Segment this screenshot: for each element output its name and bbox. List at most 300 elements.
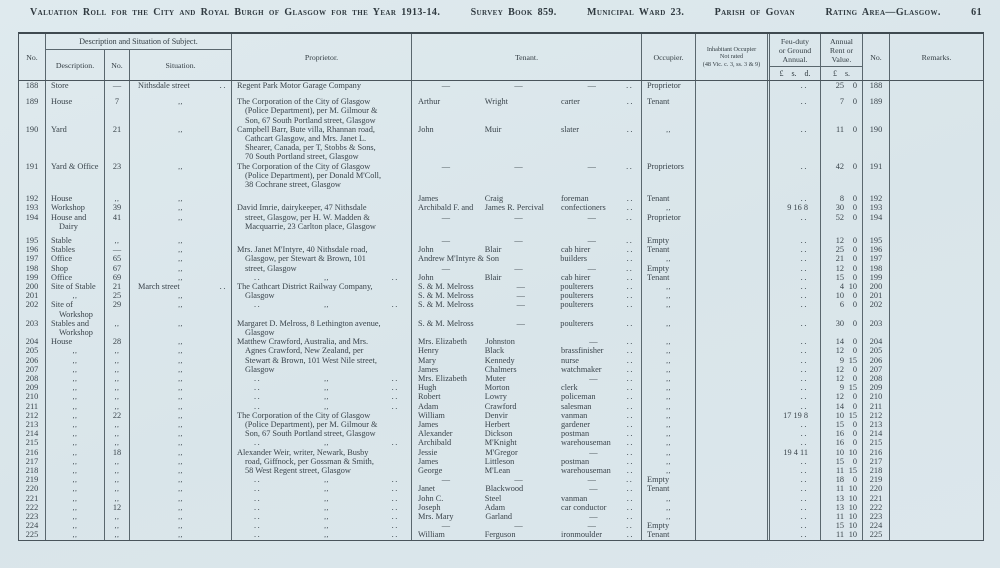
- table-row: [19, 273, 983, 282]
- tenant-dots: ..: [626, 493, 635, 503]
- cell-tenant: [412, 319, 642, 337]
- cell-tenant-occupation: —: [589, 484, 598, 494]
- cell-description: Site of Stable: [46, 282, 105, 291]
- rating-area-label: Rating Area—Glasgow.: [825, 7, 941, 18]
- cell-tenant-forename: Mrs. Elizabeth: [418, 337, 467, 347]
- cell-feu-duty: ..: [767, 392, 821, 401]
- cell-proprietor: Margaret D. Melross, 8 Lethington avenue, Glasgow: [232, 319, 412, 337]
- cell-occupier: ,,: [642, 466, 696, 475]
- cell-occupier: ,,: [642, 402, 696, 411]
- cell-proprietor: .. ,, ..: [232, 512, 412, 521]
- table-row: [19, 264, 983, 273]
- cell-subject-no: 39: [105, 203, 130, 212]
- cell-situation: Nithsdale street ..: [130, 81, 232, 97]
- cell-tenant-surname: M'Gregor: [485, 447, 518, 457]
- cell-feu-duty: ..: [767, 530, 821, 539]
- cell-situation: ,,: [130, 484, 232, 493]
- cell-tenant-forename: Alexander: [418, 429, 453, 439]
- tenant-dots: ..: [626, 420, 635, 430]
- table-row: [19, 319, 983, 337]
- cell-inhabitant-occupier: [696, 346, 767, 355]
- tenant-dots: ..: [626, 392, 635, 402]
- cell-annual-rent: [821, 346, 863, 355]
- cell-tenant-occupation: warehouseman: [561, 466, 611, 476]
- tenant-dots: ..: [626, 355, 635, 365]
- cell-annual-rent: [821, 97, 863, 125]
- tenant-dots: ..: [626, 447, 634, 457]
- cell-entry-no: 192: [19, 194, 46, 203]
- cell-annual-rent: [821, 420, 863, 429]
- cell-annual-rent: [821, 402, 863, 411]
- cell-occupier: ,,: [642, 365, 696, 374]
- rent-shillings: 0: [852, 420, 857, 430]
- cell-situation: ,,: [130, 411, 232, 420]
- cell-annual-rent: [821, 125, 863, 162]
- cell-feu-duty: ..: [767, 356, 821, 365]
- cell-tenant: [412, 97, 642, 125]
- cell-proprietor: [232, 365, 412, 374]
- cell-entry-no-right: 198: [863, 264, 890, 273]
- cell-remarks: [890, 484, 983, 493]
- cell-entry-no-right: 208: [863, 374, 890, 383]
- cell-situation: ,,: [130, 365, 232, 374]
- rent-pounds: 13: [835, 493, 844, 503]
- tenant-dots: ..: [626, 410, 635, 420]
- cell-feu-duty: ..: [767, 466, 821, 475]
- cell-situation: ,,: [130, 254, 232, 263]
- cell-remarks: [890, 411, 983, 420]
- page-number: 61: [971, 7, 982, 18]
- cell-tenant-surname: Lowry: [484, 392, 507, 402]
- tenant-dots: ..: [626, 281, 634, 291]
- rent-shillings: 0: [852, 401, 857, 411]
- tenant-dots: ..: [626, 346, 635, 356]
- cell-subject-no: ,,: [105, 194, 130, 203]
- tenant-dots: ..: [626, 254, 634, 264]
- cell-subject-no: 22: [105, 411, 130, 420]
- cell-inhabitant-occupier: [696, 484, 767, 493]
- cell-feu-duty: ..: [767, 494, 821, 503]
- cell-proprietor: Mrs. Janet M'Intyre, 40 Nithsdale road, Glasgow, per Stewart & Brown, 101 street, Glasgow: [232, 245, 412, 254]
- cell-entry-no-right: 189: [863, 97, 890, 125]
- rent-shillings: 0: [852, 300, 857, 310]
- cell-annual-rent: [821, 383, 863, 392]
- cell-tenant-surname: Blair: [484, 245, 502, 255]
- rent-shillings: 0: [852, 203, 857, 213]
- cell-tenant: [412, 429, 642, 438]
- cell-situation: ,,: [130, 337, 232, 346]
- cell-situation: ,,: [130, 383, 232, 392]
- cell-description: ,,: [46, 457, 105, 466]
- cell-subject-no: 67: [105, 264, 130, 273]
- rent-pounds: 10: [835, 447, 844, 457]
- cell-subject-no: ,,: [105, 429, 130, 438]
- cell-tenant-occupation: cab hirer: [561, 245, 591, 255]
- cell-subject-no: 69: [105, 273, 130, 282]
- cell-tenant-occupation: nurse: [561, 355, 579, 365]
- rent-pounds: 30: [835, 203, 844, 213]
- cell-tenant: [412, 81, 642, 97]
- cell-tenant: [412, 457, 642, 466]
- cell-inhabitant-occupier: [696, 264, 767, 273]
- cell-entry-no: 199: [19, 273, 46, 282]
- cell-entry-no: 201: [19, 291, 46, 300]
- cell-entry-no-right: 225: [863, 530, 890, 539]
- cell-entry-no: 221: [19, 494, 46, 503]
- cell-entry-no: 205: [19, 346, 46, 355]
- cell-tenant-forename: John: [418, 272, 434, 282]
- cell-entry-no-right: 214: [863, 429, 890, 438]
- cell-feu-duty: ..: [767, 194, 821, 203]
- cell-situation: ,,: [130, 213, 232, 236]
- cell-situation: ,,: [130, 466, 232, 475]
- cell-entry-no: 196: [19, 245, 46, 254]
- cell-entry-no: 222: [19, 503, 46, 512]
- cell-proprietor: Regent Park Motor Garage Company: [232, 81, 412, 97]
- cell-entry-no-right: 193: [863, 203, 890, 212]
- rent-units-label: £ s.: [821, 66, 862, 80]
- cell-inhabitant-occupier: [696, 81, 767, 97]
- cell-subject-no: ,,: [105, 530, 130, 539]
- cell-subject-no: ,,: [105, 484, 130, 493]
- header-entry-no: No.: [19, 34, 46, 80]
- cell-inhabitant-occupier: [696, 356, 767, 365]
- cell-occupier: ,,: [642, 254, 696, 263]
- cell-annual-rent: [821, 356, 863, 365]
- cell-tenant-occupation: vanman: [561, 493, 588, 503]
- cell-tenant-surname: James R. Percival: [484, 203, 544, 213]
- cell-annual-rent: [821, 411, 863, 420]
- cell-inhabitant-occupier: [696, 420, 767, 429]
- cell-description: Stables and Workshop: [46, 319, 105, 337]
- cell-tenant-surname: Black: [484, 346, 505, 356]
- rent-pounds: 18: [835, 475, 844, 485]
- cell-feu-duty: ..: [767, 213, 821, 236]
- rent-pounds: 8: [839, 194, 844, 204]
- cell-entry-no-right: 195: [863, 236, 890, 245]
- cell-annual-rent: [821, 530, 863, 539]
- cell-proprietor: [232, 429, 412, 438]
- cell-tenant-forename: —: [441, 475, 450, 485]
- cell-subject-no: ,,: [105, 466, 130, 475]
- rent-shillings: 0: [852, 318, 857, 328]
- table-row: [19, 213, 983, 236]
- rent-pounds: 15: [835, 420, 844, 430]
- header-occupier: Occupier.: [642, 34, 696, 80]
- cell-subject-no: —: [105, 245, 130, 254]
- cell-tenant-surname: Denvir: [484, 410, 508, 420]
- cell-subject-no: 7: [105, 97, 130, 125]
- cell-tenant: [412, 374, 642, 383]
- cell-annual-rent: [821, 282, 863, 291]
- cell-subject-no: 41: [105, 213, 130, 236]
- valuation-roll-table: [18, 32, 984, 541]
- cell-entry-no: 204: [19, 337, 46, 346]
- cell-feu-duty: ..: [767, 521, 821, 530]
- cell-entry-no-right: 197: [863, 254, 890, 263]
- cell-tenant-occupation: —: [587, 475, 596, 485]
- cell-proprietor: Alexander Weir, writer, Newark, Busby road, Giffnock, per Gossman & Smith, 58 West Regent street, Glasgow: [232, 448, 412, 457]
- cell-inhabitant-occupier: [696, 392, 767, 401]
- cell-occupier: ,,: [642, 512, 696, 521]
- rent-pounds: 15: [835, 456, 844, 466]
- cell-tenant-forename: Arthur: [418, 97, 441, 107]
- cell-tenant-forename: James: [418, 364, 439, 374]
- cell-remarks: [890, 236, 983, 245]
- cell-inhabitant-occupier: [696, 300, 767, 318]
- cell-description: ,,: [46, 530, 105, 539]
- cell-tenant-occupation: foreman: [561, 194, 589, 204]
- cell-occupier: ,,: [642, 319, 696, 337]
- cell-proprietor: [232, 457, 412, 466]
- cell-remarks: [890, 374, 983, 383]
- cell-entry-no: 215: [19, 438, 46, 447]
- cell-description: House and Dairy: [46, 213, 105, 236]
- rent-shillings: 10: [848, 530, 857, 540]
- cell-occupier: ,,: [642, 420, 696, 429]
- rent-shillings: 10: [848, 493, 857, 503]
- cell-proprietor: .. ,, ..: [232, 273, 412, 282]
- cell-tenant-occupation: postman: [561, 456, 590, 466]
- cell-entry-no: 216: [19, 448, 46, 457]
- cell-proprietor: .. ,, ..: [232, 438, 412, 447]
- cell-remarks: [890, 291, 983, 300]
- rent-shillings: 0: [852, 263, 857, 273]
- cell-inhabitant-occupier: [696, 282, 767, 291]
- cell-annual-rent: [821, 319, 863, 337]
- cell-occupier: Tenant: [642, 245, 696, 254]
- rent-shillings: 0: [852, 245, 857, 255]
- cell-description: House: [46, 97, 105, 125]
- table-row: [19, 438, 983, 447]
- cell-occupier: Proprietors: [642, 162, 696, 195]
- cell-entry-no-right: 190: [863, 125, 890, 162]
- cell-description: ,,: [46, 475, 105, 484]
- rent-pounds: 12: [835, 374, 844, 384]
- cell-entry-no-right: 215: [863, 438, 890, 447]
- cell-entry-no-right: 222: [863, 503, 890, 512]
- cell-tenant-surname: —: [514, 475, 523, 485]
- cell-tenant-surname: —: [516, 318, 525, 328]
- rent-shillings: 10: [848, 447, 857, 457]
- cell-tenant-occupation: brassfinisher: [561, 346, 604, 356]
- rent-pounds: 11: [836, 124, 844, 134]
- cell-subject-no: ,,: [105, 457, 130, 466]
- cell-entry-no-right: 223: [863, 512, 890, 521]
- table-row: [19, 512, 983, 521]
- cell-occupier: ,,: [642, 282, 696, 291]
- cell-feu-duty: ..: [767, 81, 821, 97]
- cell-subject-no: ,,: [105, 475, 130, 484]
- cell-entry-no-right: 188: [863, 81, 890, 97]
- cell-subject-no: ,,: [105, 402, 130, 411]
- cell-entry-no: 193: [19, 203, 46, 212]
- cell-entry-no-right: 221: [863, 494, 890, 503]
- cell-situation: ,,: [130, 194, 232, 203]
- cell-tenant-forename: James: [418, 420, 439, 430]
- cell-remarks: [890, 346, 983, 355]
- cell-tenant-surname: Muter: [485, 374, 506, 384]
- cell-description: Shop: [46, 264, 105, 273]
- cell-situation: March street ..: [130, 282, 232, 291]
- cell-entry-no-right: 212: [863, 411, 890, 420]
- cell-description: ,,: [46, 411, 105, 420]
- cell-situation: ,,: [130, 512, 232, 521]
- cell-annual-rent: [821, 512, 863, 521]
- cell-proprietor: David Imrie, dairykeeper, 47 Nithsdale street, Glasgow, per H. W. Madden & Macquarrie, 23 Carlton place, Glasgow: [232, 203, 412, 212]
- cell-remarks: [890, 466, 983, 475]
- cell-entry-no: 188: [19, 81, 46, 97]
- cell-entry-no: 210: [19, 392, 46, 401]
- cell-proprietor: The Corporation of the City of Glasgow (Police Department), per M. Gilmour & Son, 67 South Portland street, Glasgow: [232, 411, 412, 420]
- cell-remarks: [890, 512, 983, 521]
- header-annual-rent: Annual Rent or Value. £ s.: [821, 34, 863, 80]
- table-header: [19, 34, 983, 81]
- cell-description: House: [46, 194, 105, 203]
- rent-pounds: 12: [835, 235, 844, 245]
- cell-proprietor: .. ,, ..: [232, 374, 412, 383]
- cell-remarks: [890, 402, 983, 411]
- cell-entry-no-right: 203: [863, 319, 890, 337]
- tenant-dots: ..: [626, 245, 635, 255]
- cell-entry-no-right: 204: [863, 337, 890, 346]
- cell-occupier: ,,: [642, 356, 696, 365]
- cell-proprietor: The Corporation of the City of Glasgow (Police Department), per M. Gilmour & Son, 67 South Portland street, Glasgow: [232, 97, 412, 125]
- cell-tenant-forename: S. & M. Melross: [418, 291, 474, 301]
- header-tenant: Tenant.: [412, 34, 642, 80]
- cell-tenant-surname: —: [516, 291, 525, 301]
- cell-tenant-surname: —: [514, 81, 523, 90]
- rent-pounds: 11: [836, 484, 844, 494]
- cell-annual-rent: [821, 503, 863, 512]
- cell-description: Workshop: [46, 203, 105, 212]
- cell-description: ,,: [46, 392, 105, 401]
- cell-situation: ,,: [130, 374, 232, 383]
- cell-entry-no: 223: [19, 512, 46, 521]
- rent-shillings: 15: [848, 410, 857, 420]
- cell-tenant-forename: S. & M. Melross: [418, 300, 474, 310]
- cell-tenant: [412, 438, 642, 447]
- cell-inhabitant-occupier: [696, 512, 767, 521]
- cell-tenant-occupation: —: [589, 337, 598, 347]
- header-situation: Situation.: [165, 60, 196, 70]
- cell-description: Stables: [46, 245, 105, 254]
- cell-description: Yard & Office: [46, 162, 105, 195]
- cell-remarks: [890, 81, 983, 97]
- cell-tenant: [412, 194, 642, 203]
- cell-annual-rent: [821, 494, 863, 503]
- tenant-dots: ..: [626, 475, 634, 485]
- rent-shillings: 0: [852, 346, 857, 356]
- cell-remarks: [890, 494, 983, 503]
- cell-remarks: [890, 125, 983, 162]
- cell-remarks: [890, 194, 983, 203]
- cell-annual-rent: [821, 475, 863, 484]
- cell-tenant-occupation: gardener: [561, 420, 591, 430]
- cell-occupier: ,,: [642, 125, 696, 162]
- cell-inhabitant-occupier: [696, 194, 767, 203]
- cell-occupier: Tenant: [642, 194, 696, 203]
- cell-entry-no: 207: [19, 365, 46, 374]
- table-row: [19, 356, 983, 365]
- cell-tenant: [412, 530, 642, 539]
- cell-tenant-surname: Kennedy: [484, 355, 515, 365]
- table-row: [19, 503, 983, 512]
- cell-tenant-surname: Ferguson: [484, 530, 516, 540]
- cell-tenant-occupation: —: [587, 161, 596, 171]
- cell-inhabitant-occupier: [696, 273, 767, 282]
- cell-remarks: [890, 162, 983, 195]
- tenant-dots: ..: [626, 383, 635, 393]
- survey-book-label: Survey Book 859.: [470, 7, 557, 18]
- cell-tenant-occupation: —: [587, 235, 596, 245]
- cell-tenant-forename: George: [418, 466, 443, 476]
- cell-remarks: [890, 530, 983, 539]
- cell-feu-duty: 9 16 8: [767, 203, 821, 212]
- cell-entry-no-right: 200: [863, 282, 890, 291]
- table-row: [19, 97, 983, 125]
- cell-annual-rent: [821, 236, 863, 245]
- cell-situation: ,,: [130, 420, 232, 429]
- cell-inhabitant-occupier: [696, 213, 767, 236]
- cell-remarks: [890, 503, 983, 512]
- cell-entry-no-right: 206: [863, 356, 890, 365]
- cell-situation: ,,: [130, 356, 232, 365]
- cell-inhabitant-occupier: [696, 475, 767, 484]
- cell-tenant: [412, 402, 642, 411]
- cell-tenant: [412, 254, 642, 263]
- cell-tenant-forename: James: [418, 456, 439, 466]
- cell-subject-no: ,,: [105, 512, 130, 521]
- cell-occupier: ,,: [642, 411, 696, 420]
- cell-situation: ,,: [130, 125, 232, 162]
- rent-shillings: 10: [848, 281, 857, 291]
- cell-annual-rent: [821, 162, 863, 195]
- cell-proprietor: .. ,, ..: [232, 530, 412, 539]
- tenant-dots: ..: [626, 456, 635, 466]
- cell-tenant-surname: Herbert: [484, 420, 511, 430]
- tenant-dots: ..: [626, 291, 634, 301]
- cell-description: Office: [46, 254, 105, 263]
- cell-tenant: [412, 282, 642, 291]
- cell-proprietor: [232, 194, 412, 203]
- cell-annual-rent: [821, 484, 863, 493]
- rent-pounds: 9: [839, 383, 844, 393]
- cell-occupier: Tenant: [642, 97, 696, 125]
- cell-description: ,,: [46, 438, 105, 447]
- cell-annual-rent: [821, 392, 863, 401]
- cell-situation: ,,: [130, 448, 232, 457]
- rent-shillings: 0: [852, 374, 857, 384]
- rent-shillings: 0: [852, 291, 857, 301]
- cell-feu-duty: ..: [767, 245, 821, 254]
- cell-entry-no: 206: [19, 356, 46, 365]
- cell-tenant-forename: Henry: [418, 346, 439, 356]
- cell-feu-duty: ..: [767, 438, 821, 447]
- cell-tenant-occupation: builders: [560, 254, 588, 264]
- cell-remarks: [890, 245, 983, 254]
- cell-tenant: [412, 521, 642, 530]
- cell-tenant-occupation: ironmoulder: [561, 530, 603, 540]
- cell-inhabitant-occupier: [696, 411, 767, 420]
- cell-inhabitant-occupier: [696, 457, 767, 466]
- cell-proprietor: .. ,, ..: [232, 300, 412, 318]
- cell-tenant-forename: John: [418, 245, 434, 255]
- cell-description: Yard: [46, 125, 105, 162]
- cell-tenant-occupation: poulterers: [560, 318, 594, 328]
- cell-entry-no-right: 199: [863, 273, 890, 282]
- cell-tenant-occupation: —: [589, 512, 598, 522]
